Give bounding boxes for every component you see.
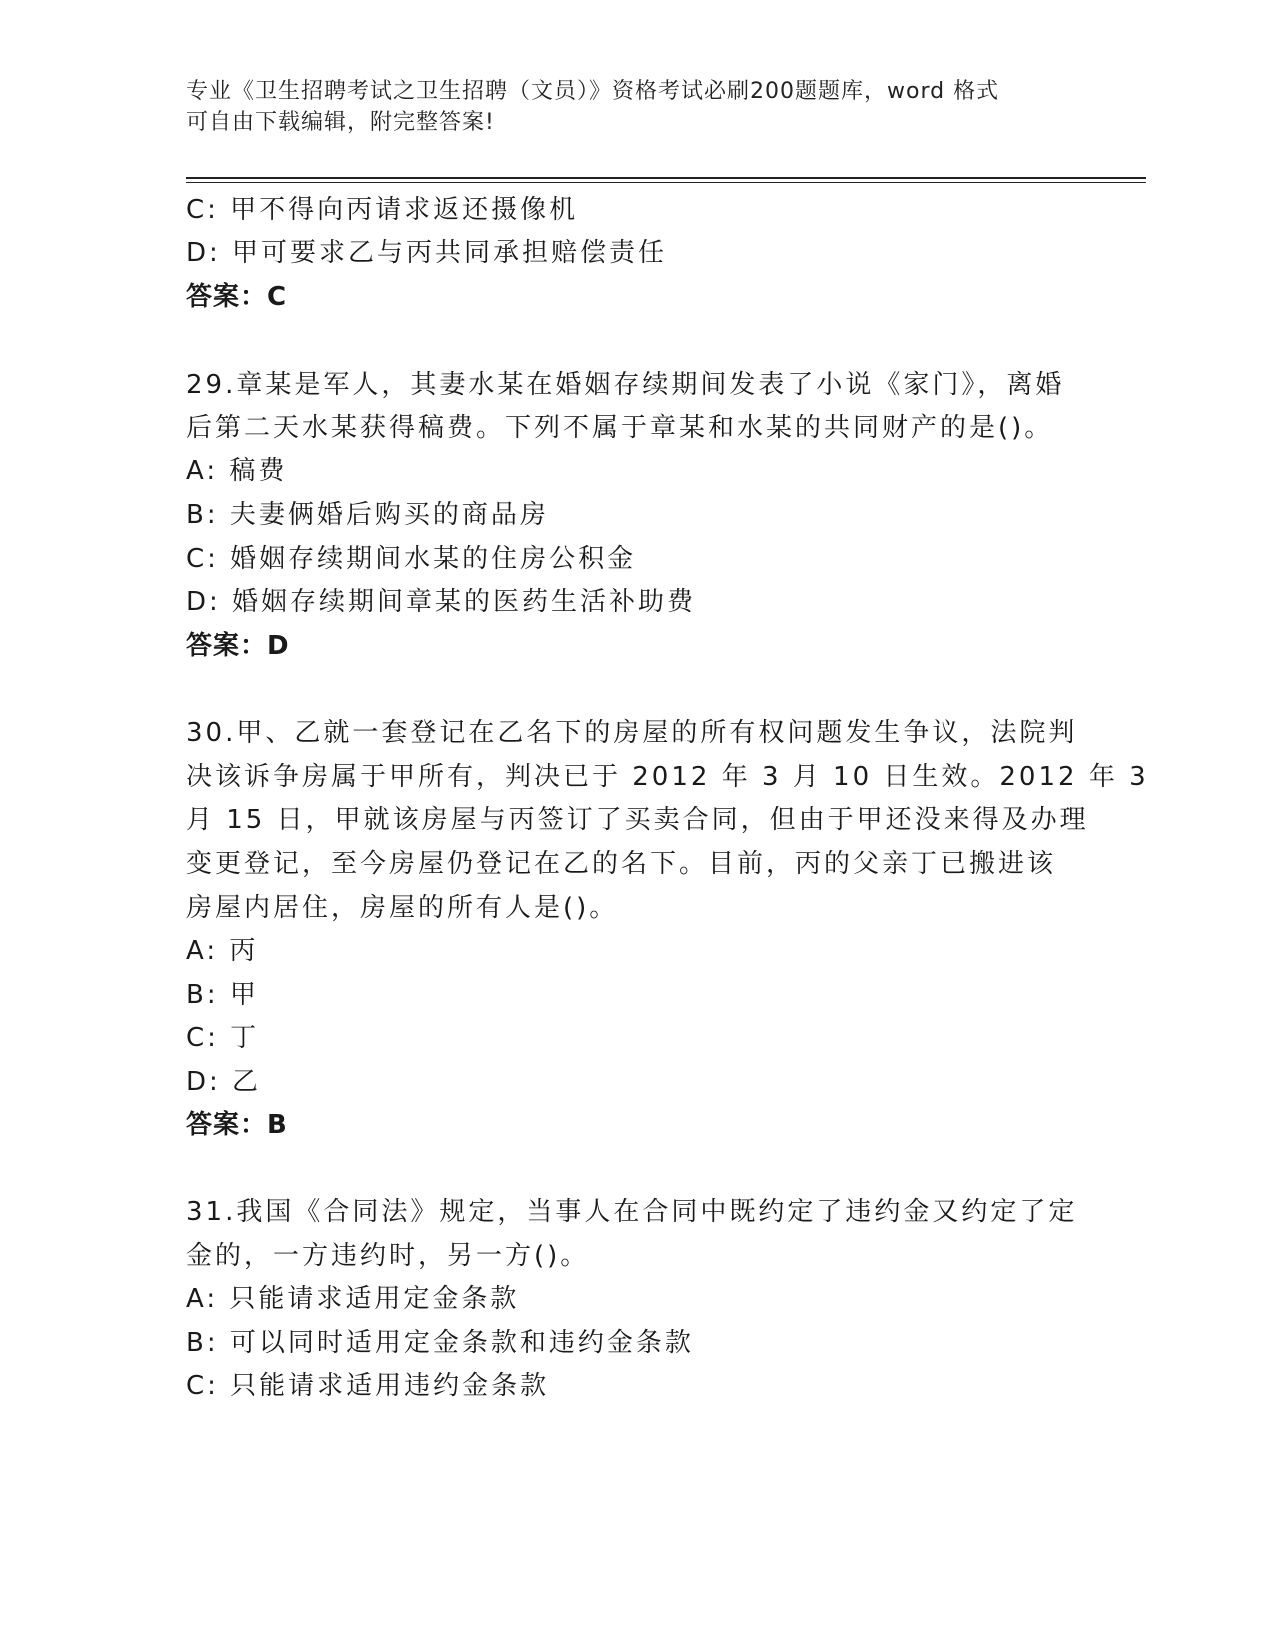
- prev-answer: 答案：C: [186, 282, 288, 312]
- q30-answer: 答案：B: [186, 1110, 288, 1140]
- q29-option-c: C: 婚姻存续期间水某的住房公积金: [186, 544, 637, 574]
- q30-option-b: B: 甲: [186, 980, 259, 1010]
- q31-option-c: C: 只能请求适用违约金条款: [186, 1371, 550, 1401]
- q30-stem-line-4: 变更登记，至今房屋仍登记在乙的名下。目前，丙的父亲丁已搬进该: [186, 849, 1057, 879]
- document-header: [186, 76, 1066, 138]
- q30-stem-line-1: 30.甲、乙就一套登记在乙名下的房屋的所有权问题发生争议，法院判: [186, 718, 1078, 748]
- q31-option-a: A: 只能请求适用定金条款: [186, 1284, 520, 1314]
- header-line-2: 可自由下载编辑，附完整答案!: [186, 110, 495, 135]
- q30-option-c: C: 丁: [186, 1023, 260, 1053]
- q31-option-b: B: 可以同时适用定金条款和违约金条款: [186, 1328, 694, 1358]
- header-rule-thick: [186, 177, 1146, 179]
- q29-option-d: D: 婚姻存续期间章某的医药生活补助费: [186, 587, 697, 617]
- q29-stem-line-1: 29.章某是军人，其妻水某在婚姻存续期间发表了小说《家门》，离婚: [186, 370, 1065, 400]
- q31-stem-line-1: 31.我国《合同法》规定，当事人在合同中既约定了违约金又约定了定: [186, 1197, 1078, 1227]
- header-line-1: 专业《卫生招聘考试之卫生招聘（文员）》资格考试必刷200题题库，word 格式: [186, 79, 1000, 104]
- q30-option-d: D: 乙: [186, 1067, 262, 1097]
- q31-stem-line-2: 金的，一方违约时，另一方()。: [186, 1241, 590, 1271]
- q30-stem-line-2: 决该诉争房属于甲所有，判决已于 2012 年 3 月 10 日生效。2012 年 3: [186, 762, 1149, 792]
- prev-option-c: C: 甲不得向丙请求返还摄像机: [186, 195, 579, 225]
- q29-stem-line-2: 后第二天水某获得稿费。下列不属于章某和水某的共同财产的是()。: [186, 413, 1054, 443]
- prev-option-d: D: 甲可要求乙与丙共同承担赔偿责任: [186, 238, 668, 268]
- q30-option-a: A: 丙: [186, 936, 259, 966]
- q29-option-b: B: 夫妻俩婚后购买的商品房: [186, 500, 549, 530]
- header-rule-thin: [186, 182, 1146, 183]
- q29-answer: 答案：D: [186, 631, 290, 661]
- q30-stem-line-5: 房屋内居住，房屋的所有人是()。: [186, 893, 619, 923]
- q29-option-a: A: 稿费: [186, 456, 288, 486]
- q30-stem-line-3: 月 15 日，甲就该房屋与丙签订了买卖合同，但由于甲还没来得及办理: [186, 805, 1089, 835]
